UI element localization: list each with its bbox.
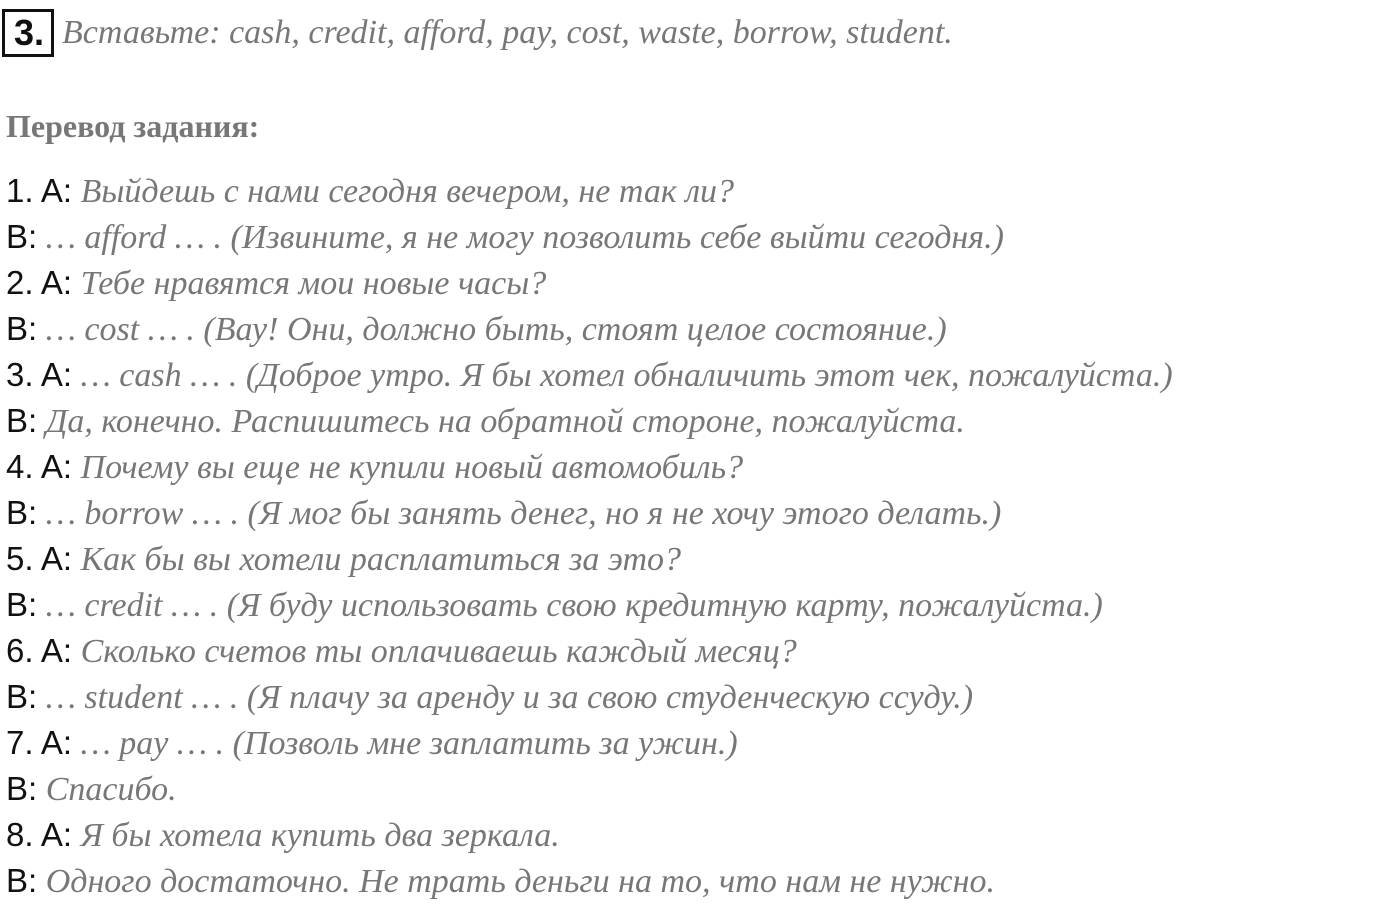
line-text: Да, конечно. Распишитесь на обратной стороне, пожалуйста. — [45, 403, 965, 440]
dialogue-list — [6, 168, 1173, 904]
speaker-label: 7. A: — [6, 724, 73, 761]
speaker-label: B: — [6, 862, 38, 899]
line-text: Почему вы еще не купили новый автомобиль? — [80, 449, 744, 486]
section-heading: Перевод задания: — [6, 108, 260, 144]
speaker-label: 5. A: — [6, 540, 73, 577]
speaker-label: B: — [6, 494, 38, 531]
dialogue-line — [6, 214, 1173, 260]
speaker-label: B: — [6, 310, 38, 347]
dialogue-line — [6, 812, 1173, 858]
dialogue-line — [6, 766, 1173, 812]
dialogue-line — [6, 674, 1173, 720]
speaker-label: 3. A: — [6, 356, 73, 393]
dialogue-line — [6, 628, 1173, 674]
speaker-label: 8. A: — [6, 816, 73, 853]
line-text: Выйдешь с нами сегодня вечером, не так ли? — [80, 173, 735, 210]
dialogue-line — [6, 490, 1173, 536]
line-text: … credit … . (Я буду использовать свою кредитную карту, пожалуйста.) — [45, 587, 1103, 624]
dialogue-line — [6, 444, 1173, 490]
speaker-label: B: — [6, 586, 38, 623]
line-text: … pay … . (Позволь мне заплатить за ужин.) — [80, 725, 738, 762]
line-text: Я бы хотела купить два зеркала. — [80, 817, 560, 854]
dialogue-line — [6, 582, 1173, 628]
speaker-label: B: — [6, 402, 38, 439]
task-header — [2, 6, 953, 60]
speaker-label: B: — [6, 770, 38, 807]
dialogue-line — [6, 720, 1173, 766]
dialogue-line — [6, 168, 1173, 214]
dialogue-line — [6, 536, 1173, 582]
line-text: … cash … . (Доброе утро. Я бы хотел обналичить этот чек, пожалуйста.) — [80, 357, 1173, 394]
line-text: Тебе нравятся мои новые часы? — [80, 265, 547, 302]
dialogue-line — [6, 306, 1173, 352]
line-text: … afford … . (Извините, я не могу позволить себе выйти сегодня.) — [45, 219, 1004, 256]
speaker-label: B: — [6, 678, 38, 715]
dialogue-line — [6, 858, 1173, 904]
line-text: Сколько счетов ты оплачиваешь каждый месяц? — [80, 633, 797, 670]
speaker-label: 6. A: — [6, 632, 73, 669]
dialogue-line — [6, 398, 1173, 444]
dialogue-line — [6, 352, 1173, 398]
speaker-label: 2. A: — [6, 264, 73, 301]
task-instruction: Вставьте: cash, credit, afford, pay, cost, waste, borrow, student. — [62, 14, 953, 51]
speaker-label: 4. A: — [6, 448, 73, 485]
line-text: … borrow … . (Я мог бы занять денег, но я не хочу этого делать.) — [45, 495, 1002, 532]
line-text: … student … . (Я плачу за аренду и за свою студенческую ссуду.) — [45, 679, 974, 716]
line-text: Спасибо. — [45, 771, 177, 808]
task-number-box: 3. — [2, 9, 54, 57]
speaker-label: 1. A: — [6, 172, 73, 209]
speaker-label: B: — [6, 218, 38, 255]
line-text: Одного достаточно. Не трать деньги на то, что нам не нужно. — [45, 863, 995, 900]
line-text: … cost … . (Вау! Они, должно быть, стоят целое состояние.) — [45, 311, 947, 348]
line-text: Как бы вы хотели расплатиться за это? — [80, 541, 681, 578]
dialogue-line — [6, 260, 1173, 306]
